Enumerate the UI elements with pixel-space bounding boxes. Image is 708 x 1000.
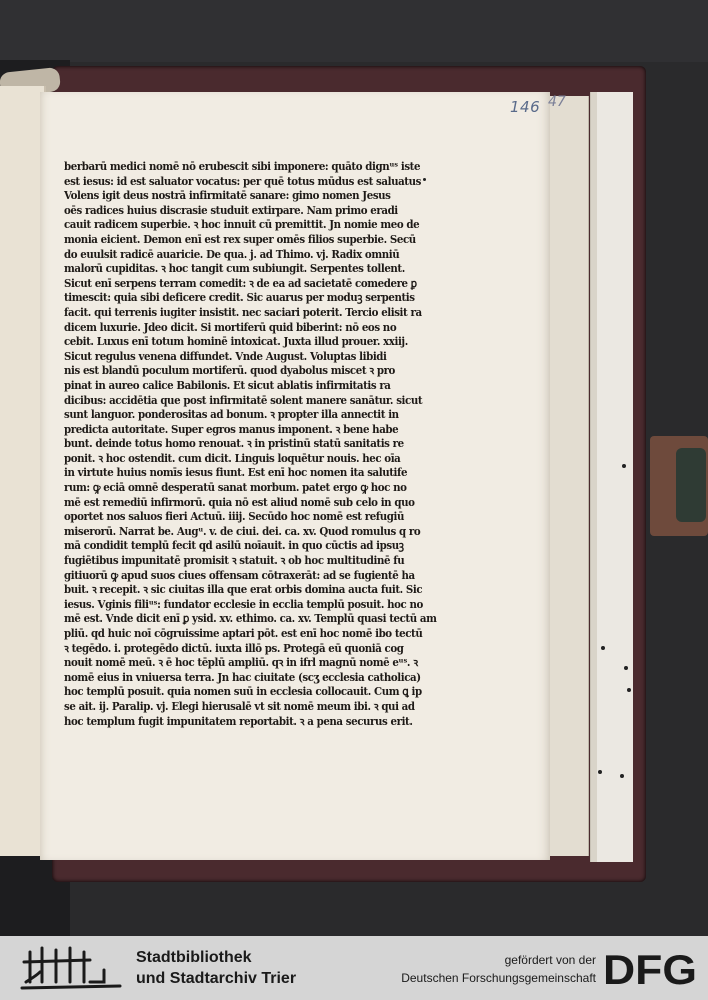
- text-line: dicem luxurie. Jdeo dicit. Si mortiferū quid biberint: nō eos no: [64, 320, 397, 334]
- text-line: predicta autoritate. Super egros manus imponent. ꝛ bene habe: [64, 422, 399, 436]
- text-line: Volens igit deus nostrā infirmitatē sanare: gimo nomen Jesus: [64, 189, 391, 203]
- text-line: ponit. ꝛ hoc ostendit. cum dicit. Linguis loquētur nouis. hec oīa: [64, 451, 401, 465]
- clasp-metal: [676, 448, 706, 522]
- text-line: mā condidit templū fecit qd asilū noīauit. in quo cūctis ad ipsuꝫ: [64, 539, 404, 553]
- text-column: [64, 160, 437, 730]
- wormhole-mark: [624, 666, 628, 670]
- text-line: facit. qui terrenis iugiter insistit. nec saciari poterit. Tercio elisit ra: [64, 305, 422, 319]
- page-edge-shadow: [591, 92, 597, 862]
- text-line: nouit nomē meū. ꝛ ē hoc tēplū ampliū. qꝛ in ifrl magnū nomē eᵘˢ. ꝛ: [64, 656, 418, 670]
- wormhole-mark: [601, 646, 605, 650]
- text-line: nomē eius in vniuersa terra. Jn hac ciuitate (scʒ ecclesia catholica): [64, 670, 421, 684]
- folio-number: 146: [510, 98, 541, 116]
- stadtbibliothek-logo-icon: [20, 942, 124, 994]
- text-line: Sicut regulus venena diffundet. Vnde August. Voluptas libidi: [64, 349, 387, 363]
- text-line: oportet nos saluos fieri Actuū. iiij. Secūdo hoc nomē est refugiū: [64, 510, 405, 524]
- text-line: in virtute huius nomīs iesus fiunt. Est enī hoc nomen ita salutife: [64, 466, 408, 480]
- text-line: malorū cupiditas. ꝛ hoc tangit cum subiungit. Serpentes tollent.: [64, 262, 405, 276]
- text-line: hoc templū posuit. quia nomen suū in ecclesia collocauit. Cum ꝗ ip: [64, 685, 422, 699]
- page-edges-right: [590, 92, 633, 862]
- text-line: oēs radices huius discrasie studuit extirpare. Nam primo eradi: [64, 203, 398, 217]
- text-line: mē est remediū infirmorū. quia nō est aliud nomē sub celo in quo: [64, 495, 415, 509]
- wormhole-mark: [620, 774, 624, 778]
- wormhole-mark: [627, 688, 631, 692]
- text-line: mē est. Vnde dicit enī ꝑ ysid. xv. ethimo. ca. xv. Templū quasi tectū am: [64, 612, 437, 626]
- text-line: hoc templum fugit impunitatem reportabit. ꝛ a pena securus erit.: [64, 714, 413, 728]
- text-line: do euulsit radicē auaricie. De qua. j. ad Thimo. vj. Radix omniū: [64, 247, 400, 261]
- text-line: Sicut enī serpens terram comedit: ꝛ de ea ad sacietatē comedere ꝑ: [64, 276, 417, 290]
- folio-number-old: 47: [548, 94, 566, 110]
- funding-line1: gefördert von der: [504, 953, 596, 967]
- text-line: cebit. Luxus enī totum hominē intoxicat. Juxta illud prouer. xxiij.: [64, 335, 408, 349]
- text-line: sunt languor. ponderositas ad bonum. ꝛ propter illa annectit in: [64, 408, 399, 422]
- text-line: miserorū. Narrat be. Augᵘ. v. de ciui. dei. ca. xv. Quod romulus q ro: [64, 524, 421, 538]
- funding-line2: Deutschen Forschungsgemeinschaft: [401, 971, 596, 985]
- dfg-logo-icon: [603, 946, 699, 993]
- library-name-line2: und Stadtarchiv Trier: [136, 970, 297, 987]
- text-line: est iesus: id est saluator vocatus: per quē totus mūdus est saluatus: [64, 174, 421, 188]
- page-stack: [548, 96, 589, 856]
- text-line: ꝛ tegēdo. i. protegēdo dictū. iuxta illō ps. Protegā eū quoniā cog: [64, 641, 404, 655]
- background-top: [0, 0, 708, 62]
- text-line: se ait. ij. Paralip. vj. Elegi hierusalē vt sit nomē meum ibi. ꝛ qui ad: [64, 699, 415, 713]
- text-line: dicibus: accidētia que post infirmitatē solent manere sanātur. sicut: [64, 393, 423, 407]
- text-line: rum: ꝙ eciā omnē desperatū sanat morbum. patet ergo ꝙ hoc no: [64, 481, 407, 495]
- text-line: fugiētibus impunitatē promisit ꝛ statuit. ꝛ ob hoc multitudinē fu: [64, 554, 405, 568]
- library-name-line1: Stadtbibliothek: [136, 949, 252, 966]
- ink-mark: [423, 178, 426, 181]
- wormhole-mark: [598, 770, 602, 774]
- wormhole-mark: [622, 464, 626, 468]
- text-line: monia eicient. Demon enī est rex super omēs filios superbie. Secū: [64, 232, 416, 246]
- text-line: pliū. qd huic noī cōgruissime aptari pōt. est enī hoc nomē ibo tectū: [64, 627, 423, 640]
- text-line: iesus. Vginis filiᵘˢ: fundator ecclesie in ecclia templū posuit. hoc no: [64, 597, 423, 611]
- text-line: bunt. deinde totus homo renouat. ꝛ in pristinū statū sanitatis re: [64, 437, 404, 451]
- text-line: cauit radicem superbie. ꝛ hoc innuit cū premittit. Jn nomie meo de: [64, 218, 420, 232]
- text-line: gitiuorū ꝙ apud suos ciues offensam cōtraxerāt: ad se fugientē ha: [64, 568, 415, 582]
- text-line: berbarū medici nomē nō erubescit sibi imponere: quāto dignᵘˢ iste: [64, 160, 421, 173]
- text-line: nis est blandū poculum mortiferū. quod dyabolus miscet ꝛ pro: [64, 364, 395, 378]
- text-line: buit. ꝛ recepit. ꝛ sic ciuitas illa que erat orbis domina aucta fuit. Sic: [64, 583, 423, 597]
- text-line: timescit: quia sibi deficere credit. Sic auarus per moduꝫ serpentis: [64, 291, 415, 305]
- dfg-logo-text: DFG: [603, 946, 697, 993]
- footer-bar: [0, 936, 708, 1000]
- text-line: pinat in aureo calice Babilonis. Et sicut ablatis infirmitatis ra: [64, 378, 391, 392]
